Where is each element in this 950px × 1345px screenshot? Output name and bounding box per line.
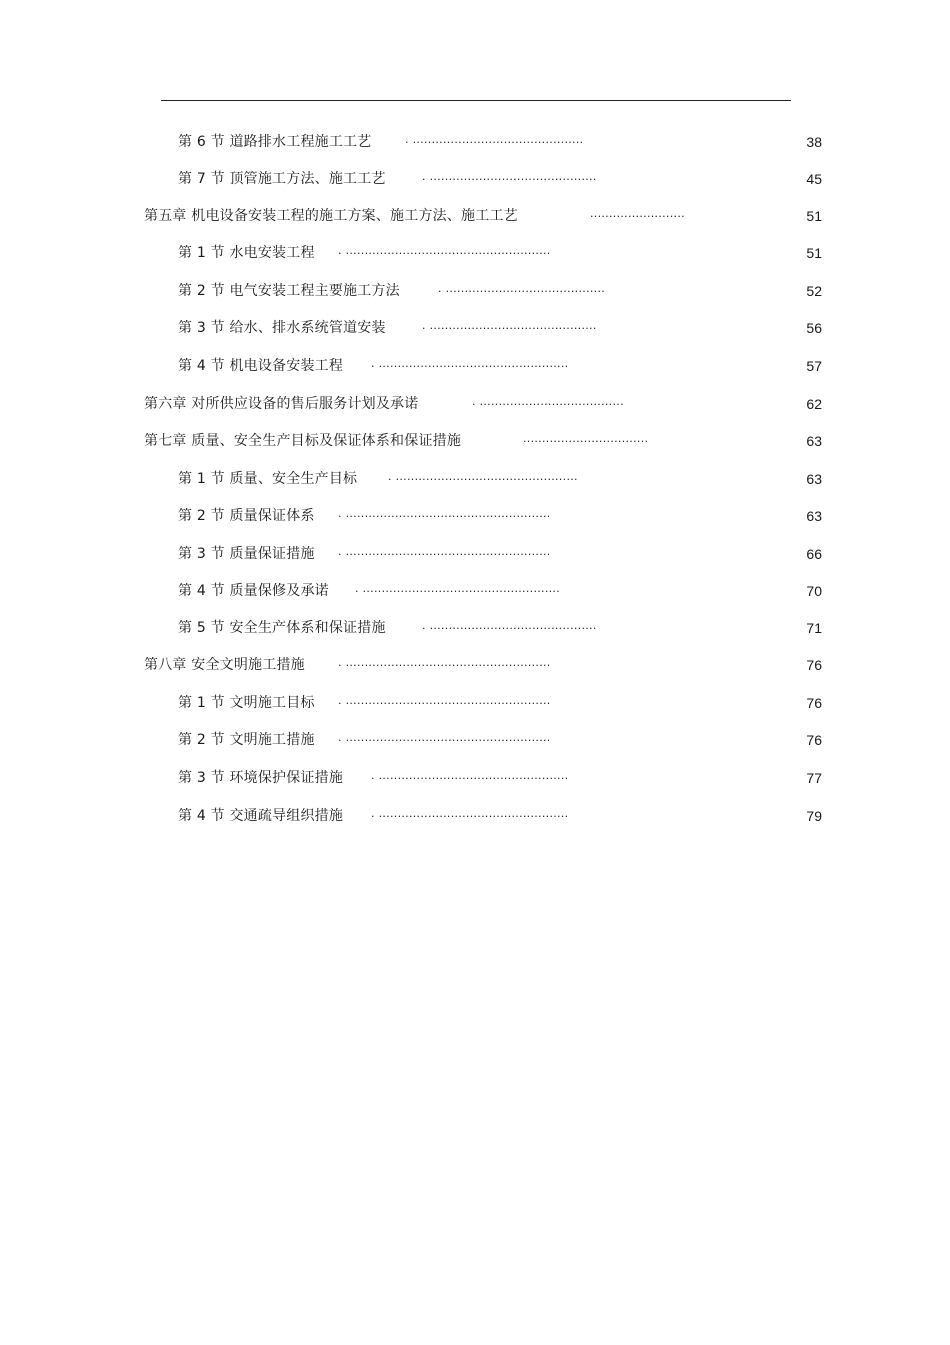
toc-page-number: 77 (806, 770, 822, 786)
toc-page-number: 56 (806, 320, 822, 336)
toc-entry[interactable] (0, 692, 822, 714)
toc-entry-label: 第六章 对所供应设备的售后服务计划及承诺 (144, 396, 419, 412)
toc-page-number: 63 (806, 471, 822, 487)
toc-page-number: 66 (806, 546, 822, 562)
toc-entry-label: 第 2 节 质量保证体系 (178, 508, 315, 524)
toc-page-number: 79 (806, 808, 822, 824)
toc-entry[interactable] (0, 617, 822, 639)
toc-entry[interactable] (0, 767, 822, 789)
toc-entry-label: 第 1 节 质量、安全生产目标 (178, 471, 358, 487)
toc-entry[interactable] (0, 505, 822, 527)
toc-entry-label: 第 4 节 交通疏导组织措施 (178, 808, 344, 824)
toc-page-number: 51 (806, 245, 822, 261)
toc-page-number: 63 (806, 508, 822, 524)
toc-entry-label: 第 2 节 文明施工措施 (178, 732, 315, 748)
toc-entry[interactable] (0, 317, 822, 339)
header-rule (161, 100, 791, 101)
toc-entry[interactable] (0, 580, 822, 602)
toc-page-number: 51 (806, 208, 822, 224)
toc-entry[interactable] (0, 205, 822, 227)
toc-leader-dots: . ............................................ (422, 619, 597, 632)
toc-page-number: 71 (806, 620, 822, 636)
toc-page-number: 76 (806, 695, 822, 711)
toc-leader-dots: . ...................................................... (338, 731, 551, 744)
toc-page-number: 70 (806, 583, 822, 599)
toc-leader-dots: . ...................................................... (338, 545, 551, 558)
toc-leader-dots: . .................................................. (371, 357, 569, 370)
toc-entry[interactable] (0, 543, 822, 565)
toc-page-number: 76 (806, 657, 822, 673)
toc-entry-label: 第五章 机电设备安装工程的施工方案、施工方法、施工工艺 (144, 208, 518, 224)
toc-entry-label: 第 7 节 顶管施工方法、施工工艺 (178, 171, 386, 187)
toc-page-number: 45 (806, 171, 822, 187)
toc-entry-label: 第 3 节 质量保证措施 (178, 546, 315, 562)
toc-entry[interactable] (0, 242, 822, 264)
toc-entry[interactable] (0, 729, 822, 751)
toc-page-number: 76 (806, 732, 822, 748)
toc-leader-dots: ................................. (523, 432, 649, 445)
toc-leader-dots: . ............................................. (405, 133, 584, 146)
toc-entry-label: 第八章 安全文明施工措施 (144, 657, 305, 673)
toc-leader-dots: . ...................................................... (338, 656, 551, 669)
toc-leader-dots: . ...................................... (472, 395, 624, 408)
toc-entry[interactable] (0, 805, 822, 827)
toc-entry-label: 第 1 节 文明施工目标 (178, 695, 315, 711)
toc-entry-label: 第 4 节 质量保修及承诺 (178, 583, 329, 599)
toc-leader-dots: . .......................................... (438, 282, 606, 295)
toc-entry-label: 第 3 节 环境保护保证措施 (178, 770, 344, 786)
toc-leader-dots: ......................... (590, 207, 685, 220)
toc-page-number: 63 (806, 433, 822, 449)
toc-entry[interactable] (0, 355, 822, 377)
toc-leader-dots: . ............................................ (422, 170, 597, 183)
toc-entry[interactable] (0, 430, 822, 452)
toc-entry-label: 第 1 节 水电安装工程 (178, 245, 315, 261)
toc-entry[interactable] (0, 280, 822, 302)
toc-leader-dots: . ............................................ (422, 319, 597, 332)
toc-leader-dots: . ...................................................... (338, 694, 551, 707)
toc-page-number: 38 (806, 134, 822, 150)
toc-page-number: 52 (806, 283, 822, 299)
toc-entry[interactable] (0, 393, 822, 415)
toc-entry[interactable] (0, 654, 822, 676)
toc-leader-dots: . ...................................................... (338, 244, 551, 257)
toc-entry-label: 第七章 质量、安全生产目标及保证体系和保证措施 (144, 433, 462, 449)
toc-leader-dots: . ................................................ (388, 470, 578, 483)
toc-entry-label: 第 4 节 机电设备安装工程 (178, 358, 344, 374)
toc-entry[interactable] (0, 468, 822, 490)
toc-entry-label: 第 2 节 电气安装工程主要施工方法 (178, 283, 400, 299)
toc-leader-dots: . ...................................................... (338, 507, 551, 520)
toc-leader-dots: . .................................................. (371, 769, 569, 782)
toc-leader-dots: . .................................................. (371, 807, 569, 820)
toc-entry[interactable] (0, 168, 822, 190)
toc-page-number: 57 (806, 358, 822, 374)
toc-entry-label: 第 6 节 道路排水工程施工工艺 (178, 134, 372, 150)
toc-entry-label: 第 5 节 安全生产体系和保证措施 (178, 620, 386, 636)
toc-leader-dots: . .................................................... (355, 582, 561, 595)
toc-page-number: 62 (806, 396, 822, 412)
toc-entry[interactable] (0, 131, 822, 153)
toc-entry-label: 第 3 节 给水、排水系统管道安装 (178, 320, 386, 336)
